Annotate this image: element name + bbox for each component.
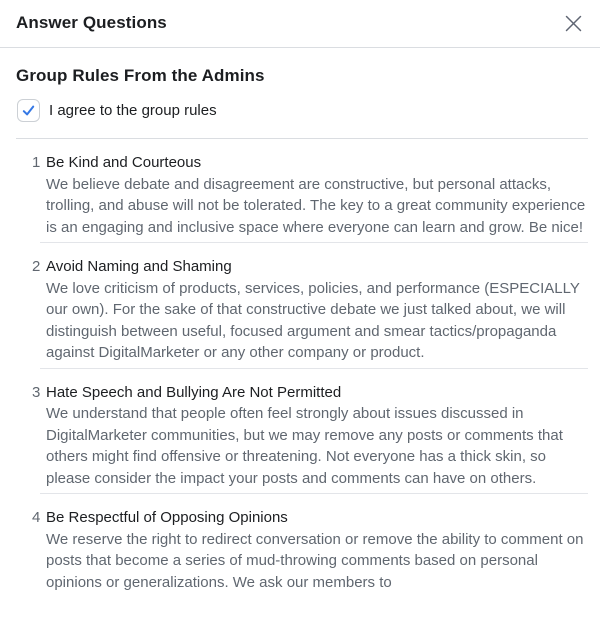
section-title: Group Rules From the Admins (16, 66, 265, 85)
close-icon (564, 14, 583, 33)
header-divider (0, 47, 600, 48)
agree-checkbox-row[interactable] (17, 99, 588, 122)
modal-title: Answer Questions (16, 13, 167, 32)
rule-item-3 (32, 368, 588, 494)
rule-title: Be Kind and Courteous (46, 154, 202, 171)
rule-number: 1 (32, 154, 41, 171)
group-rules-section (0, 65, 600, 597)
check-icon (21, 103, 36, 118)
modal-header (0, 0, 600, 47)
rule-number: 2 (32, 258, 41, 275)
rule-description: We love criticism of products, services, policies, and performance (ESPECIALLY our own). For the sake of that constructive debate we just talked about, we will distinguish between useful, focused argument and smear tactics/propaganda against DigitalMarketer or any other company or product. (46, 279, 580, 361)
rule-number: 3 (32, 383, 41, 401)
rule-description: We believe debate and disagreement are constructive, but personal attacks, trolling, and abuse will not be tolerated. The key to a great community experience is an engaging and inclusive space where everyone can learn and grow. Be nice! (46, 175, 586, 236)
agree-label: I agree to the group rules (49, 101, 217, 119)
rule-description: We reserve the right to redirect conversation or remove the ability to comment on posts that become a series of mud-throwing comments based on personal opinions or generalizations. We ask our members to (46, 530, 584, 591)
rule-description: We understand that people often feel strongly about issues discussed in DigitalMarketer communities, but we may remove any posts or comments that others might find offensive or threatening. Not everyone has a thick skin, so please consider the impact your posts and comments can have on others. (46, 405, 563, 487)
rule-title: Hate Speech and Bullying Are Not Permitted (46, 383, 342, 401)
close-button[interactable] (562, 12, 584, 34)
rules-list (16, 139, 588, 597)
rule-item-2 (32, 242, 588, 368)
rule-item-4 (32, 493, 588, 597)
agree-checkbox[interactable] (17, 99, 40, 122)
rule-title: Avoid Naming and Shaming (46, 258, 232, 275)
rule-number: 4 (32, 509, 41, 526)
rule-title: Be Respectful of Opposing Opinions (46, 509, 288, 526)
rule-item-1 (32, 139, 588, 242)
